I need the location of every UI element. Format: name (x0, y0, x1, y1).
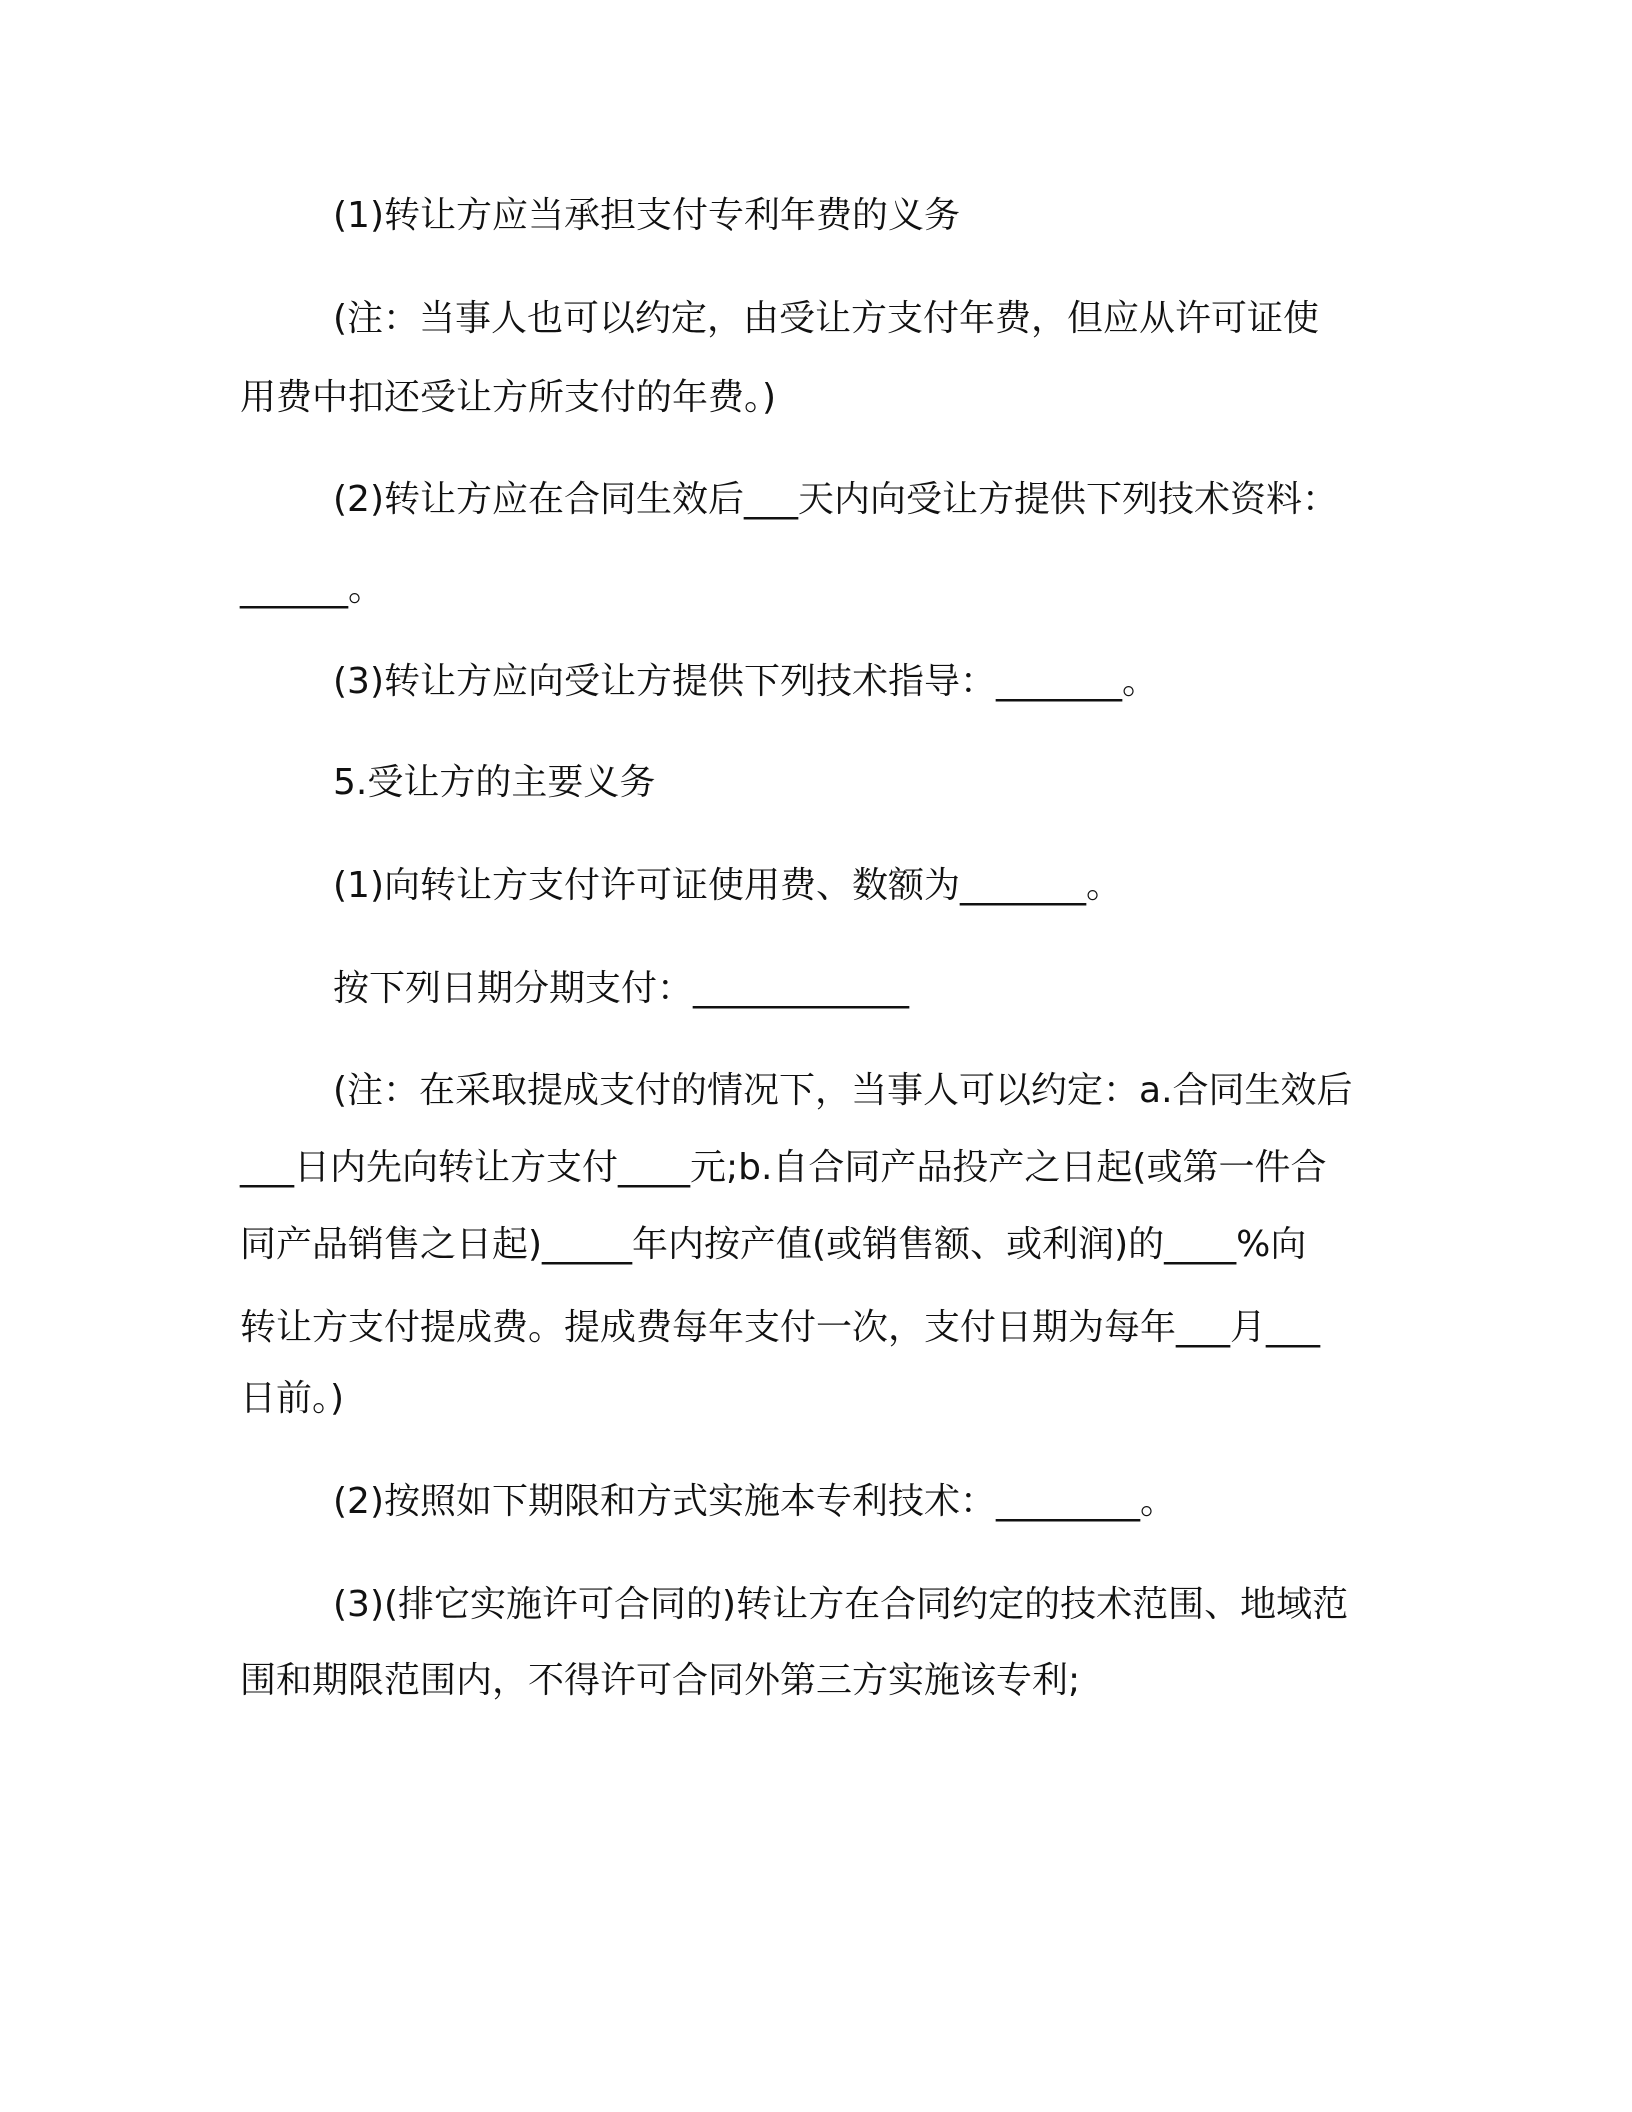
section-heading-5: 5.受让方的主要义务 (333, 762, 656, 803)
paragraph-line-16: (3)(排它实施许可合同的)转让方在合同约定的技术范围、地域范 (333, 1584, 1349, 1625)
paragraph-line-8: (1)向转让方支付许可证使用费、数额为_______。 (333, 865, 1122, 906)
paragraph-line-1: (1)转让方应当承担支付专利年费的义务 (333, 195, 960, 236)
paragraph-line-9: 按下列日期分期支付：____________ (333, 968, 910, 1009)
paragraph-line-11: ___日内先向转让方支付____元;b.自合同产品投产之日起(或第一件合 (240, 1147, 1327, 1188)
paragraph-line-15: (2)按照如下期限和方式实施本专利技术：________。 (333, 1481, 1176, 1522)
paragraph-line-2: (注：当事人也可以约定，由受让方支付年费，但应从许可证使 (333, 298, 1320, 339)
paragraph-line-14: 日前。) (240, 1378, 345, 1419)
paragraph-line-17: 围和期限范围内，不得许可合同外第三方实施该专利; (240, 1660, 1081, 1701)
paragraph-line-5: ______。 (240, 568, 385, 609)
paragraph-line-10: (注：在采取提成支付的情况下，当事人可以约定：a.合同生效后 (333, 1070, 1353, 1111)
paragraph-line-4: (2)转让方应在合同生效后___天内向受让方提供下列技术资料： (333, 479, 1338, 520)
paragraph-line-13: 转让方支付提成费。提成费每年支付一次，支付日期为每年___月___ (240, 1307, 1321, 1348)
paragraph-line-3: 用费中扣还受让方所支付的年费。) (240, 377, 777, 418)
paragraph-line-12: 同产品销售之日起)_____年内按产值(或销售额、或利润)的____%向 (240, 1224, 1307, 1265)
paragraph-line-6: (3)转让方应向受让方提供下列技术指导：_______。 (333, 661, 1158, 702)
